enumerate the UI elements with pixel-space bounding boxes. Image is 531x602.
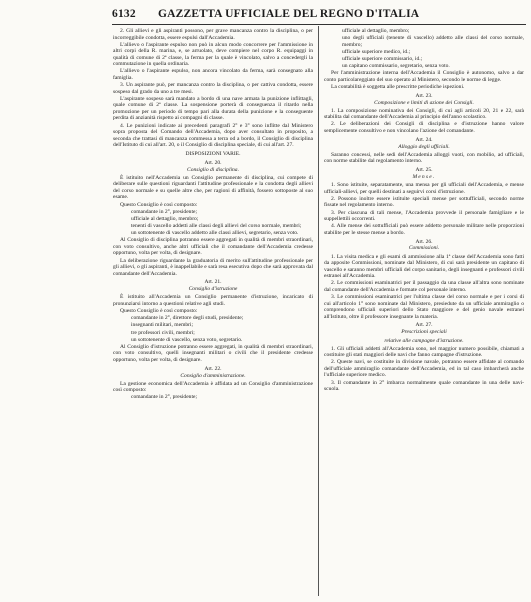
page-number: 6132 (112, 8, 136, 20)
gazette-title: GAZZETTA UFFICIALE DEL REGNO D'ITALIA (158, 8, 420, 20)
article-number: Art. 20. (204, 159, 222, 166)
list-item: ufficiale al dettaglio, membro; (131, 215, 199, 222)
paragraph: 2. Le deliberazioni dei Consigli di disciplina e d'istruzione hanno valore semplicemente consultivo e non vincolano l'azione del comandante. (324, 121, 524, 134)
list-item: un sottotenente di vascello addetto alle classi allievi, segretario, senza voto. (131, 230, 299, 237)
paragraph: 3. Il comandante in 2° imbarca normalmente quale comandante in una delle navi-scuola. (324, 379, 524, 393)
paragraph: È istituito nell'Accademia un Consiglio permanente di disciplina, cui compete di deliberare sulle questioni riguardanti l'attitudine professionale e la condotta degli allievi del corso normale e su quelle altre che, per ragioni di affinità, fossero sottoposte al suo esame. (113, 174, 313, 201)
paragraph: La gestione economica dell'Accademia è affidata ad un Consiglio d'amministrazione così composto: (113, 380, 313, 394)
paragraph: 2. Gli allievi e gli aspiranti possono, per grave mancanza contro la disciplina, o per incorreggibile condotta, essere espulsi dall'Accademia. (113, 28, 313, 41)
article-number: Art. 23. (415, 92, 433, 99)
article-title: Consiglio d'amministrazione. (180, 372, 246, 379)
article-title: Commissioni. (408, 245, 440, 252)
paragraph: Al Consiglio d'istruzione potranno essere aggregati, in qualità di membri straordinari, con voto consultivo, quelli insegnanti militari o civili che il presidente credesse opportuno, volta per volta, di designare. (113, 343, 313, 363)
paragraph: Questo Consiglio è così composto: (120, 201, 198, 208)
paragraph: Per l'amministrazione interna dell'Accademia il Consiglio è autonomo, salvo a dar conto particolareggiato del suo operato al Ministero, secondo le norme di legge. (324, 70, 524, 83)
paragraph: L'allievo o l'aspirante espulso non può in alcun modo concorrere per l'ammissione in altri corpi della R. marina, e, se arruolato, deve compiere nel corpo R. equipaggi in qualità di comune di 2ª classe, la ferma per la quale è vincolato, salvo a concedergli la commutazione in quella ordinaria. (113, 41, 313, 68)
article-number: Art. 22. (204, 365, 222, 372)
paragraph: La deliberazione riguardante la graduatoria di merito sull'attitudine professionale per gli allievi, o gli aspiranti, è inappellabile e sarà resa esecutiva dopo che sarà approvata dal comandante dell'Accademia. (113, 257, 313, 277)
list-item: ufficiale superiore medico, id.; (342, 48, 411, 55)
article-title: Prescrizioni speciali (401, 329, 447, 336)
list-item: comandante in 2°, direttore degli studi, presidente; (131, 315, 244, 322)
paragraph: 1. Gli ufficiali addetti all'Accademia sono, nel maggior numero possibile, chiamati a costituire gli stati maggiori delle navi che fanno campagne d'istruzione. (324, 345, 524, 359)
list-item: comandante in 2°, presidente; (131, 208, 197, 215)
right-column (324, 28, 524, 393)
paragraph: L'aspirante sospeso sarà mandato a bordo di una nave armata la punizione inflittagli, quale comune di 2ª classe. La sospensione porterà di conseguenza il ritardo nella promozione per un periodo di tempo pari alla durata della punizione e la conseguente perdita di anzianità rispetto ai compagni di classe. (113, 95, 313, 122)
article-subtitle: relative alle campagne d'istruzione. (384, 337, 464, 344)
paragraph: Al Consiglio di disciplina potranno essere aggregati in qualità di membri straordinari, con voto consultivo, anche altri ufficiali che il comandante dell'Accademia credesse opportuno, volta per volta, di designare. (113, 237, 313, 257)
list-item: comandante in 2°, presidente; (131, 394, 197, 401)
article-number: Art. 26. (415, 238, 433, 245)
column-divider (318, 26, 319, 596)
list-item: tre professori civili, membri; (131, 329, 195, 336)
page-header (112, 8, 522, 22)
paragraph: 2. Queste navi, se costituite in divisione navale, potranno essere affidate al comando dell'ufficiale ammiraglio comandante dell'Accademia, ed in tal caso imbarcherà anche l'ufficiale superiore medico. (324, 359, 524, 379)
paragraph: Saranno concessi, nelle sedi dell'Accademia alloggi vuoti, con mobilio, ad ufficiali, con norme stabilite dal regolamento interno. (324, 151, 524, 165)
paragraph: Questo Consiglio è così composto: (120, 308, 198, 315)
paragraph: 2. Possono inoltre essere istituite speciali mense per sottufficiali, secondo norme fissate nel regolamento interno. (324, 195, 524, 209)
list-item: uno degli ufficiali (tenente di vascello) addetto alle classi del corso normale, membro; (342, 35, 524, 48)
list-item: un capitano commissario, segretario, senza voto. (342, 63, 450, 70)
paragraph: 3. Per ciascuna di tali mense, l'Accademia provvede il personale famigliare e le suppellettili occorrenti. (324, 209, 524, 223)
paragraph: 1. La composizione nominativa dei Consigli, di cui agli articoli 20, 21 e 22, sarà stabilita dal comandante dell'Accademia al principio dell'anno scolastico. (324, 107, 524, 121)
article-number: Art. 24. (415, 136, 433, 143)
list-item: tenenti di vascello addetti alle classi degli allievi del corso normale, membri; (131, 223, 302, 230)
left-column (113, 28, 313, 402)
paragraph: È istituito all'Accademia un Consiglio permanente d'istruzione, incaricato di pronunziarsi intorno a questioni relative agli studi. (113, 294, 313, 307)
list-item: insegnanti militari, membri; (131, 322, 194, 329)
paragraph: 3. Le commissioni esaminatrici per l'ultima classe del corso normale e per i corsi di cui all'articolo 1° sono nominate dal Ministero, presiedute da un ufficiale ammiraglio o comprendono ufficiali superiori dello Stato maggiore e del genio navale estranei all'Istituto, oltre il professore insegnante la materia. (324, 294, 524, 320)
paragraph: 2. Le commissioni esaminatrici per il passaggio da una classe all'altra sono nominate dal comandante dell'Accademia e formate col personale interno. (324, 280, 524, 293)
article-title: Consiglio di disciplina. (187, 166, 239, 173)
paragraph: 1. La visita medica e gli esami di ammissione alla 1ª classe dell'Accademia sono fatti da apposite Commissioni, nominate dal Ministero, di cui sarà presidente un capitano di vascello e saranno membri ufficiali del corpo sanitario, degli insegnanti e professori civili estranei all'Accademia. (324, 253, 524, 280)
paragraph: La contabilità è soggetta alle prescritte periodiche ispezioni. (331, 83, 465, 90)
paragraph: 1. Sono istituite, separatamente, una mensa per gli ufficiali dell'Accademia, e mense ufficiali-allievi, per quelli destinati a seguirvi corsi d'istruzione. (324, 182, 524, 195)
list-item: ufficiale al dettaglio, membro; (342, 28, 410, 34)
article-title: Alloggio degli ufficiali. (398, 143, 450, 150)
article-title: Composizione e limiti di azione dei Consigli. (374, 99, 474, 106)
paragraph: 3. Un aspirante può, per mancanza contro la disciplina, o per cattiva condotta, essere sospeso dal grado da uno a tre mesi. (113, 82, 313, 95)
article-number: Art. 25. (415, 167, 433, 174)
section-heading: DISPOSIZIONI VARIE. (185, 151, 241, 157)
list-item: ufficiale superiore commissario, id.; (342, 55, 423, 62)
paragraph: 4. Le punizioni indicate ai precedenti paragrafi 2° e 3° sono inflitte dal Ministero sopra proposta del Comando dell'Accademia, dopo aver consultato in proposito, a seconda che trattasi di mancanza commessa a terra od a bordo, il Consiglio di disciplina dell'Istituto di cui all'art. 20, o il Consiglio di disciplina speciale, di cui all'art. 27. (113, 122, 313, 149)
header-rule (112, 24, 526, 25)
article-title: Consiglio d'istruzione (188, 286, 238, 293)
article-title: Mense. (412, 174, 436, 181)
article-number: Art. 21. (204, 279, 222, 286)
paragraph: 4. Alle mense dei sottufficiali può essere addetto personale militare nelle proporzioni stabilite per le stesse mense a bordo. (324, 223, 524, 236)
list-item: un sottotenente di vascello, senza voto, segretario. (131, 336, 243, 343)
paragraph: L'allievo o l'aspirante espulso, non ancora vincolato da ferma, sarà consegnato alla famiglia. (113, 68, 313, 82)
article-number: Art. 27. (415, 322, 433, 329)
